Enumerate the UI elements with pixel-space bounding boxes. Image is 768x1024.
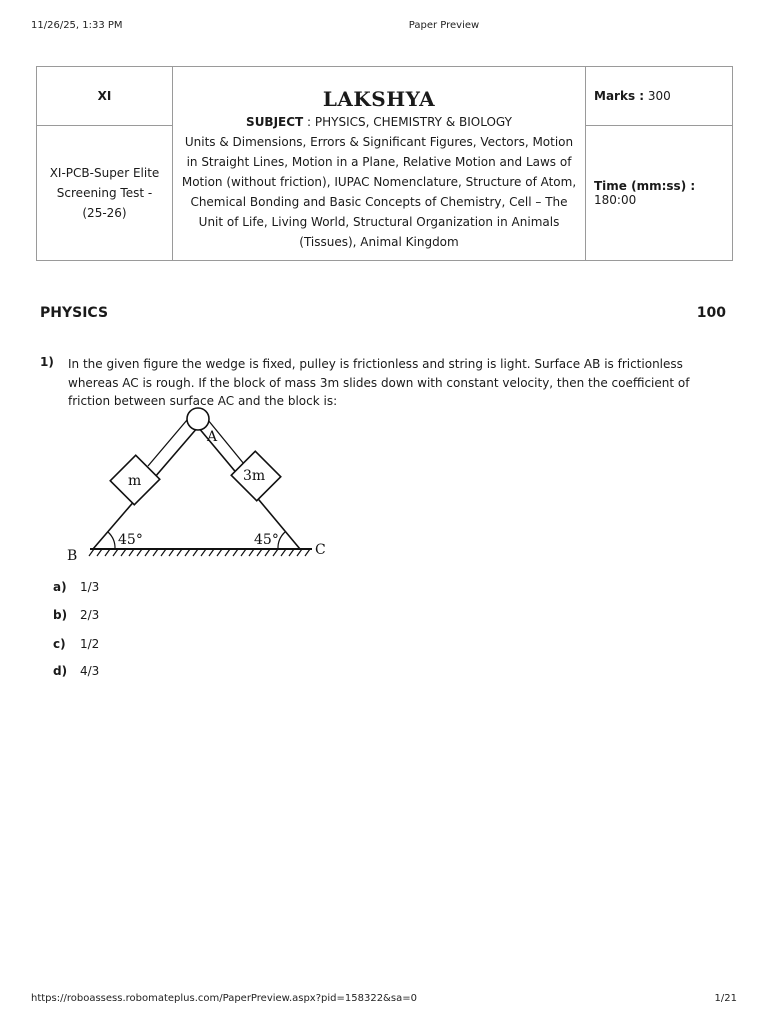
string-left <box>148 420 187 466</box>
marks-cell <box>586 67 733 126</box>
ground-hatching <box>89 549 310 556</box>
option-label: b) <box>53 608 68 622</box>
time-cell <box>586 126 733 261</box>
print-url: https://roboassess.robomateplus.com/PaperPreview.aspx?pid=158322&sa=0 <box>31 993 417 1004</box>
question-text: In the given figure the wedge is fixed, pulley is frictionless and string is light. Surface AB is frictionless whereas AC is rough. If the block of mass 3m slides down with constant velocity, then the coefficient of friction between surface AC and the block is: <box>68 357 690 408</box>
option-label: a) <box>53 580 67 594</box>
option-label: d) <box>53 664 68 678</box>
option-label: c) <box>53 637 66 651</box>
section-header <box>40 305 726 321</box>
marks-label: Marks : <box>594 89 645 103</box>
subject-separator: : <box>303 114 315 129</box>
grade-cell <box>37 67 173 126</box>
question-number: 1) <box>40 355 54 369</box>
subject-value: PHYSICS, CHEMISTRY & BIOLOGY <box>314 114 512 129</box>
option-text: 1/2 <box>80 637 100 651</box>
angle-arc-c <box>278 532 285 549</box>
subject-line <box>179 112 579 132</box>
subject-label: SUBJECT <box>246 114 304 129</box>
option-b[interactable] <box>53 608 99 622</box>
label-block-3m: 3m <box>243 468 266 484</box>
print-datetime: 11/26/25, 1:33 PM <box>31 20 123 31</box>
time-label: Time (mm:ss) : <box>594 179 696 193</box>
syllabus-text: Units & Dimensions, Errors & Significant Figures, Vectors, Motion in Straight Lines, Motion in a Plane, Relative Motion and Laws of Motion (without friction), IUPAC Nomenclature, Structure of Atom, Chemical Bonding and Basic Concepts of Chemistry, Cell – The Unit of Life, Living World, Structural Organization in Animals (Tissues), Animal Kingdom <box>181 134 577 249</box>
label-block-m: m <box>128 473 142 489</box>
label-angle-b: 45° <box>118 532 143 548</box>
section-marks: 100 <box>696 305 726 321</box>
page-number: 1/21 <box>714 993 737 1004</box>
time-value: 180:00 <box>594 193 637 207</box>
wedge-pulley-figure <box>64 404 334 564</box>
section-name: PHYSICS <box>40 305 109 321</box>
grade-label: XI <box>97 89 112 103</box>
print-page-title: Paper Preview <box>408 20 480 31</box>
label-b: B <box>67 548 78 564</box>
paper-details-cell <box>173 67 586 261</box>
paper-title: LAKSHYA <box>322 86 436 111</box>
option-d[interactable] <box>53 664 99 678</box>
paper-info-table <box>36 66 733 261</box>
option-text: 4/3 <box>80 664 100 678</box>
test-name-cell <box>37 126 173 261</box>
option-c[interactable] <box>53 637 99 651</box>
angle-arc-b <box>108 532 115 549</box>
test-name: XI-PCB-Super Elite Screening Test - (25-26) <box>49 166 160 220</box>
label-c: C <box>315 542 326 558</box>
marks-value: 300 <box>647 89 671 103</box>
pulley-icon <box>187 408 209 430</box>
label-a: A <box>207 429 218 445</box>
option-a[interactable] <box>53 580 99 594</box>
option-text: 2/3 <box>80 608 100 622</box>
option-text: 1/3 <box>80 580 100 594</box>
label-angle-c: 45° <box>254 532 279 548</box>
